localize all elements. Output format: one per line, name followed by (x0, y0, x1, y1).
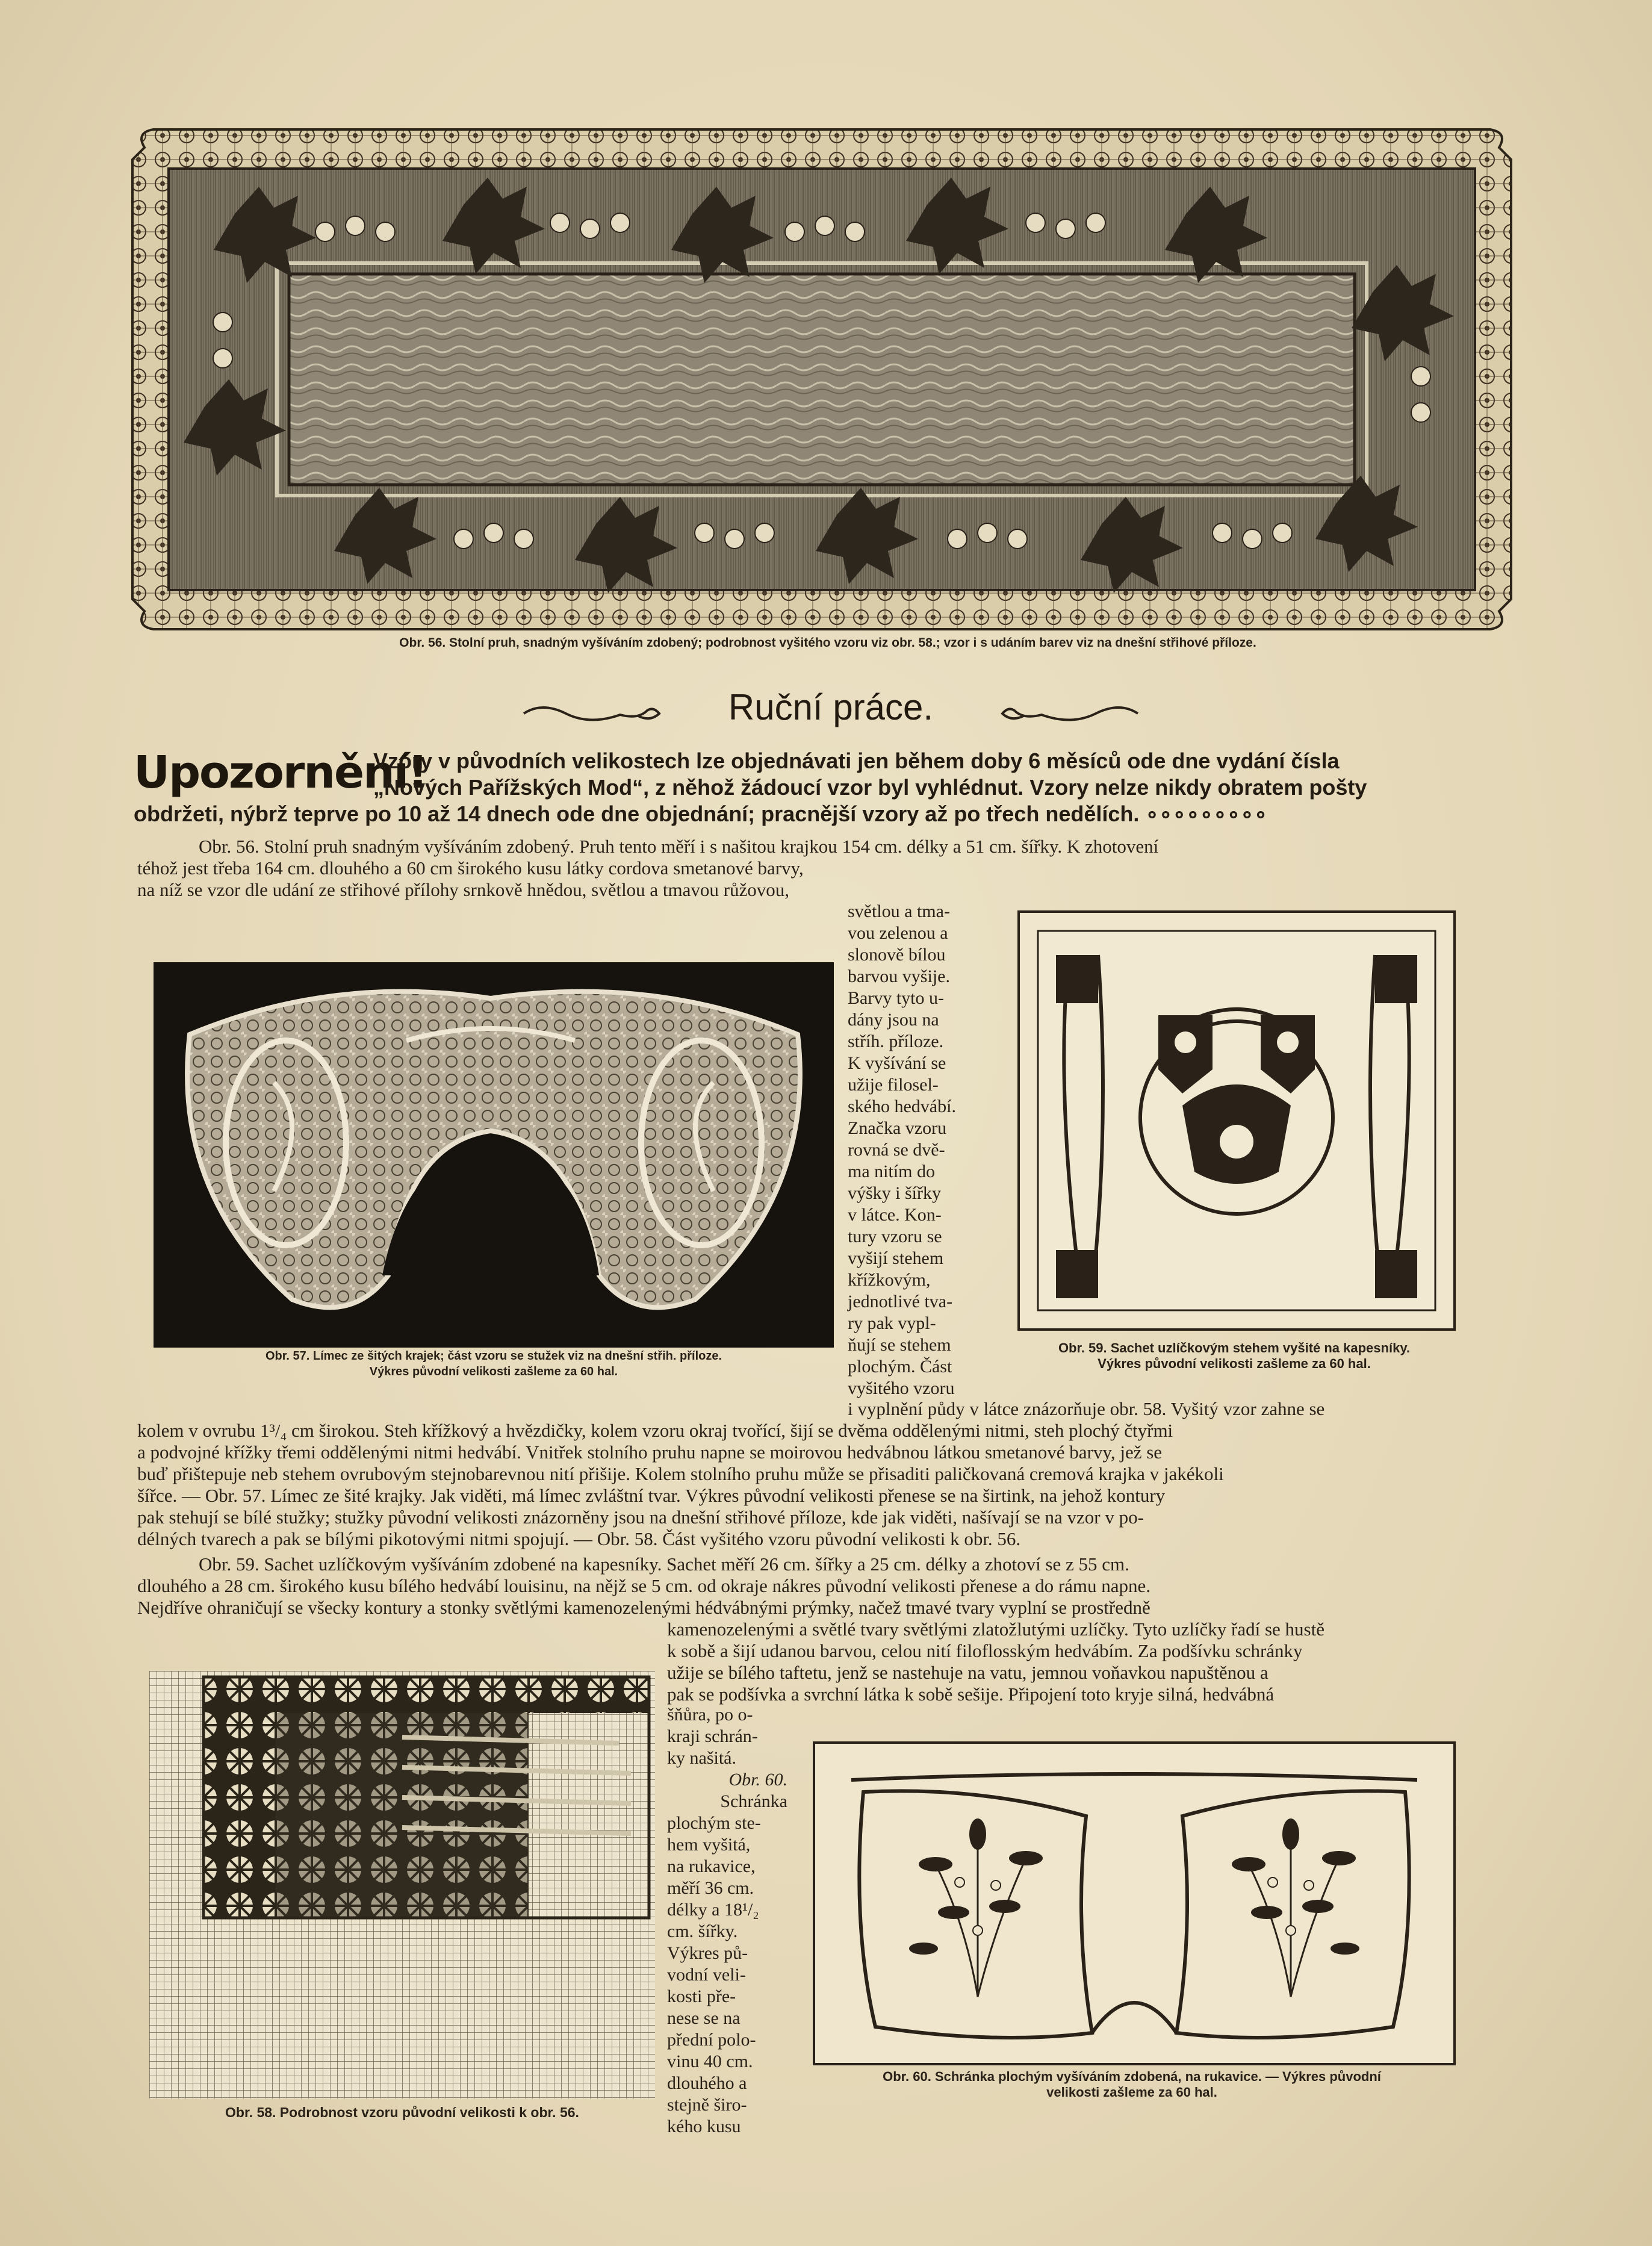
col1-line: užije filosel- (848, 1075, 939, 1095)
col1-line: dány jsou na (848, 1010, 939, 1030)
notice-line-3-text: obdržeti, nýbrž teprve po 10 až 14 dnech ode dne objednání; pracnější vzory až po třech nedělích. (134, 801, 1140, 826)
col2-line: plochým ste- (667, 1813, 761, 1833)
col2-line: Schránka (720, 1791, 787, 1811)
col1-line: barvou vyšije. (848, 966, 950, 986)
col1-line: Barvy tyto u- (848, 988, 944, 1008)
col1-line: rovná se dvě- (848, 1140, 945, 1160)
col2-line: vodní veli- (667, 1965, 746, 1985)
p3-line-2: dlouhého a 28 cm. širokého kusu bílého hedvábí louisinu, na nějž se 5 cm. od okraje nákres původní velikosti přenese a do rámu napne. (137, 1575, 1151, 1596)
col2-line: cm. šířky. (667, 1921, 738, 1941)
table-runner-illustration (126, 123, 1517, 635)
figure-60-caption-line-1: Obr. 60. Schránka plochým vyšíváním zdobená, na rukavice. — Výkres původní (883, 2069, 1381, 2084)
glove-box-illustration (815, 1744, 1453, 2063)
section-title: Ruční práce. (728, 687, 934, 727)
p3-line-5: k sobě a šijí udanou barvou, celou nití filoflosským hedvábím. Za podšívku schránky (667, 1640, 1303, 1661)
col2-line: přední polo- (667, 2030, 756, 2050)
p3-line-6: užije se bílého taftetu, jenž se nastehuje na vatu, jemnou voňavkou napuštěnou a (667, 1662, 1268, 1683)
figure-56-caption: Obr. 56. Stolní pruh, snadným vyšíváním zdobený; podrobnost vyšitého vzoru viz obr. 58.; vzor i s udáním barev viz na dnešní střihové příloze. (399, 636, 1256, 650)
col1-line: ňují se stehem (848, 1335, 951, 1355)
col1-line: vou zelenou a (848, 923, 948, 943)
p3-line-4: kamenozelenými a světlé tvary světlými zlatožlutými uzlíčky. Tyto uzlíčky řadí se hustě (667, 1619, 1324, 1640)
p2-line-7: délných tvarech a pak se bílými pikotovými nitmi spojují. — Obr. 58. Část vyšitého vzoru původní velikosti k obr. 56. (137, 1528, 1021, 1549)
col1-line: ry pak vypl- (848, 1313, 936, 1333)
col1-line: vyšitého vzoru (848, 1378, 955, 1398)
col2-line: hem vyšitá, (667, 1835, 751, 1855)
p2-line-1: i vyplnění půdy v látce znázorňuje obr. 58. Vyšitý vzor zahne se (848, 1398, 1325, 1419)
col1-line: Značka vzoru (848, 1118, 947, 1138)
col1-line: jednotlivé tva- (848, 1292, 953, 1311)
p3-line-1: Obr. 59. Sachet uzlíčkovým vyšíváním zdobené na kapesníky. Sachet měří 26 cm. šířky a 25 cm. délky a zhotoví se z 55 cm. (199, 1554, 1129, 1575)
notice-label: Upozornění! (134, 747, 427, 798)
col2-line: kého kusu (667, 2117, 741, 2136)
p3-line-7: pak se podšívka a svrchní látka k sobě sešije. Připojení toto kryje silná, hedvábná (667, 1684, 1275, 1705)
col2-line: měří 36 cm. (667, 1878, 754, 1898)
col2-line: kosti pře- (667, 1986, 736, 2006)
section-heading (518, 686, 1144, 741)
col2-line: šňůra, po o- (667, 1705, 753, 1725)
figure-59-caption-line-2: Výkres původní velikosti zašleme za 60 hal. (1098, 1356, 1371, 1371)
col2-line: Obr. 60. (728, 1770, 787, 1790)
col1-line: výšky i šířky (848, 1183, 942, 1203)
col1-line: K vyšívání se (848, 1053, 946, 1073)
figure-56-table-runner (126, 123, 1517, 635)
notice-line-2: „Nových Pařížských Mod“, z něhož žádoucí vzor byl vyhlédnut. Vzory nelze nikdy obratem pošty (373, 775, 1367, 800)
text-column-2 (667, 1704, 787, 2138)
col1-line: stříh. příloze. (848, 1031, 944, 1051)
figure-59-caption-line-1: Obr. 59. Sachet uzlíčkovým stehem vyšité na kapesníky. (1058, 1340, 1411, 1355)
p2-line-5: šířce. — Obr. 57. Límec ze šité krajky. Jak viděti, má límec zvláštní tvar. Výkres původní velikosti přenese se na širtink, na jehož kontury (137, 1485, 1166, 1506)
col2-line: ky našitá. (667, 1748, 736, 1768)
figure-57-lace-collar (154, 962, 834, 1348)
p3-line-3: Nejdříve ohraničují se všecky kontury a stonky světlými kamenozelenými hédvábnými prýmky, načež tmavé tvary vyplní se prostředně (137, 1597, 1150, 1618)
right-ornament-icon (987, 701, 1144, 726)
figure-58-embroidery-detail (149, 1671, 655, 2098)
p2-line-3: a podvojné křížky třemi oddělenými nitmi hedvábí. Vnitřek stolního pruhu napne se moirovou hedvábnou látkou smetanové barvy, jež se (137, 1442, 1163, 1463)
figure-59-sachet (1017, 910, 1456, 1331)
lace-collar-illustration (154, 962, 834, 1348)
col2-line: na rukavice, (667, 1856, 756, 1876)
col1-line: křížkovým, (848, 1270, 931, 1290)
figure-60-caption-line-2: velikosti zašleme za 60 hal. (1046, 2085, 1217, 2100)
left-ornament-icon (518, 701, 674, 726)
col2-line: dlouhého a (667, 2073, 747, 2093)
col2-line: kraji schrán- (667, 1726, 758, 1746)
col2-line: vinu 40 cm. (667, 2052, 753, 2071)
figure-57-caption-line-2: Výkres původní velikosti zašleme za 60 hal. (369, 1365, 618, 1378)
p1-line-2: téhož jest třeba 164 cm. dlouhého a 60 cm širokého kusu látky cordova smetanové barvy, (137, 857, 804, 879)
col2-line: délky a 18¹/₂ (667, 1900, 759, 1920)
col1-line: ma nitím do (848, 1162, 935, 1181)
p1-line-1: Obr. 56. Stolní pruh snadným vyšíváním zdobený. Pruh tento měří i s našitou krajkou 154 cm. délky a 51 cm. šířky. K zhotovení (199, 836, 1159, 857)
p2-line-2: kolem v ovrubu 1³/₄ cm širokou. Steh křížkový a hvězdičky, kolem vzoru okraj tvořící, šijí se dvěma oddělenými nitmi, steh plochý čtyřmi (137, 1420, 1173, 1441)
sachet-illustration (1020, 913, 1453, 1328)
col1-line: slonově bílou (848, 945, 946, 965)
notice-dots: ∘∘∘∘∘∘∘∘∘ (1145, 801, 1268, 826)
text-column-1 (848, 901, 992, 1399)
notice-line-3 (134, 801, 1458, 827)
notice-line-1: Vzory v původních velikostech lze objednávati jen během doby 6 měsíců ode dne vydání čísla (373, 748, 1340, 773)
p1-line-3: na níž se vzor dle udání ze střihové přílohy srnkově hnědou, světlou a tmavou růžovou, (137, 879, 790, 900)
col1-line: ského hedvábí. (848, 1097, 956, 1116)
figure-57-caption-line-1: Obr. 57. Límec ze šitých krajek; část vzoru se stužek viz na dnešní střih. příloze. (265, 1349, 722, 1363)
col1-line: tury vzoru se (848, 1227, 942, 1246)
figure-60-glove-box (813, 1741, 1456, 2065)
col2-line: stejně širo- (667, 2095, 747, 2115)
col1-line: světlou a tma- (848, 901, 950, 921)
col2-line: Výkres pů- (667, 1943, 748, 1963)
figure-58-caption: Obr. 58. Podrobnost vzoru původní velikosti k obr. 56. (225, 2104, 579, 2120)
p2-line-6: pak stehují se bílé stužky; stužky původní velikosti znázorněny jsou na dnešní střihové příloze, kde jak viděti, našívají se na vzor v po- (137, 1507, 1144, 1528)
col1-line: v látce. Kon- (848, 1205, 942, 1225)
col1-line: vyšijí stehem (848, 1248, 944, 1268)
embroidery-detail-illustration (149, 1671, 655, 2098)
p2-line-4: buď přištepuje neb stehem ovrubovým stejnobarevnou nití přišije. Kolem stolního pruhu může se přisaditi paličkovaná cremová krajka v jakékoli (137, 1463, 1224, 1484)
col1-line: plochým. Část (848, 1357, 952, 1377)
col2-line: nese se na (667, 2008, 741, 2028)
